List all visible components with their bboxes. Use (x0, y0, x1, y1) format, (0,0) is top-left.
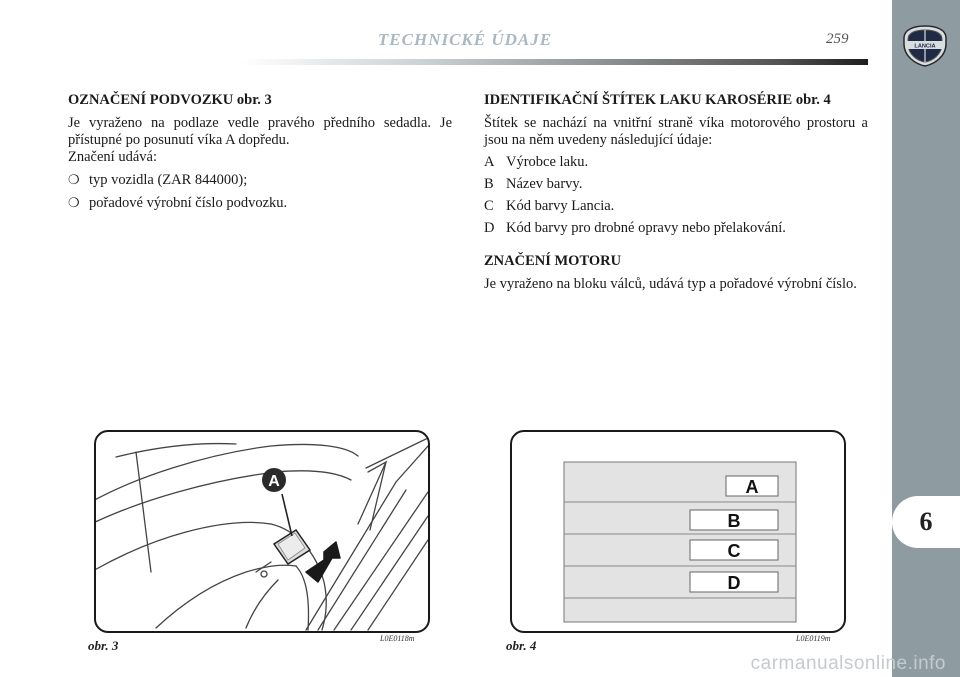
paint-label-drawing (512, 432, 844, 631)
chapter-sidebar (892, 0, 960, 677)
paint-label-heading: IDENTIFIKAČNÍ ŠTÍTEK LAKU KAROSÉRIE obr. 4 (484, 92, 831, 108)
paint-label-intro: Štítek se nachází na vnitřní straně víka motorového prostoru a jsou na něm uvedeny následující údaje: (484, 115, 868, 148)
left-column (68, 92, 452, 212)
chassis-heading: OZNAČENÍ PODVOZKU obr. 3 (68, 92, 272, 108)
bullet-text: typ vozidla (ZAR 844000); (89, 172, 248, 188)
header-rule (240, 59, 868, 65)
figure-3-code: L0E0118m (380, 634, 415, 643)
list-letter: B (484, 176, 494, 192)
page-number: 259 (826, 31, 849, 47)
label-field-c-text: C (727, 541, 741, 561)
list-item (484, 198, 868, 215)
engine-paragraph: Je vyraženo na bloku válců, udává typ a pořadové výrobní číslo. (484, 276, 857, 292)
figure-4-caption: obr. 4 (506, 638, 537, 653)
lancia-logo-icon (901, 24, 949, 68)
list-text: Kód barvy pro drobné opravy nebo přelakování. (506, 220, 786, 236)
page-header-title: TECHNICKÉ ÚDAJE (377, 30, 553, 49)
bullet-item (68, 195, 452, 212)
list-letter: A (484, 154, 495, 170)
right-column (484, 92, 868, 293)
list-text: Název barvy. (506, 176, 583, 192)
list-letter: C (484, 198, 494, 214)
list-text: Kód barvy Lancia. (506, 198, 615, 214)
label-field-b-text: B (727, 511, 741, 531)
figure-4-paint-label-illustration (510, 430, 846, 633)
figure-3-chassis-illustration (94, 430, 430, 633)
figure-4-code: L0E0119m (796, 634, 831, 643)
list-item (484, 176, 868, 193)
callout-a-badge (262, 468, 286, 492)
list-text: Výrobce laku. (506, 154, 589, 170)
list-letter: D (484, 220, 495, 236)
chassis-subparagraph: Značení udává: (68, 149, 157, 165)
bullet-text: pořadové výrobní číslo podvozku. (89, 195, 288, 211)
bullet-icon: ❍ (68, 196, 80, 211)
list-item (484, 154, 868, 171)
watermark: carmanualsonline.info (750, 653, 946, 674)
chassis-paragraph: Je vyraženo na podlaze vedle pravého předního sedadla. Je přístupné po posunutí víka A dopředu. (68, 115, 452, 148)
figure-3-caption: obr. 3 (88, 638, 119, 653)
chapter-tab: 6 (892, 496, 960, 548)
label-field-a-text: A (745, 477, 759, 497)
chassis-floor-drawing (96, 432, 428, 631)
engine-heading: ZNAČENÍ MOTORU (484, 253, 622, 269)
label-field-d-text: D (727, 573, 741, 593)
logo-text: LANCIA (914, 43, 936, 50)
callout-label: A (268, 473, 280, 490)
bullet-icon: ❍ (68, 173, 80, 188)
slide-direction-arrow (306, 542, 340, 582)
list-item (484, 220, 868, 237)
bullet-item (68, 172, 452, 189)
